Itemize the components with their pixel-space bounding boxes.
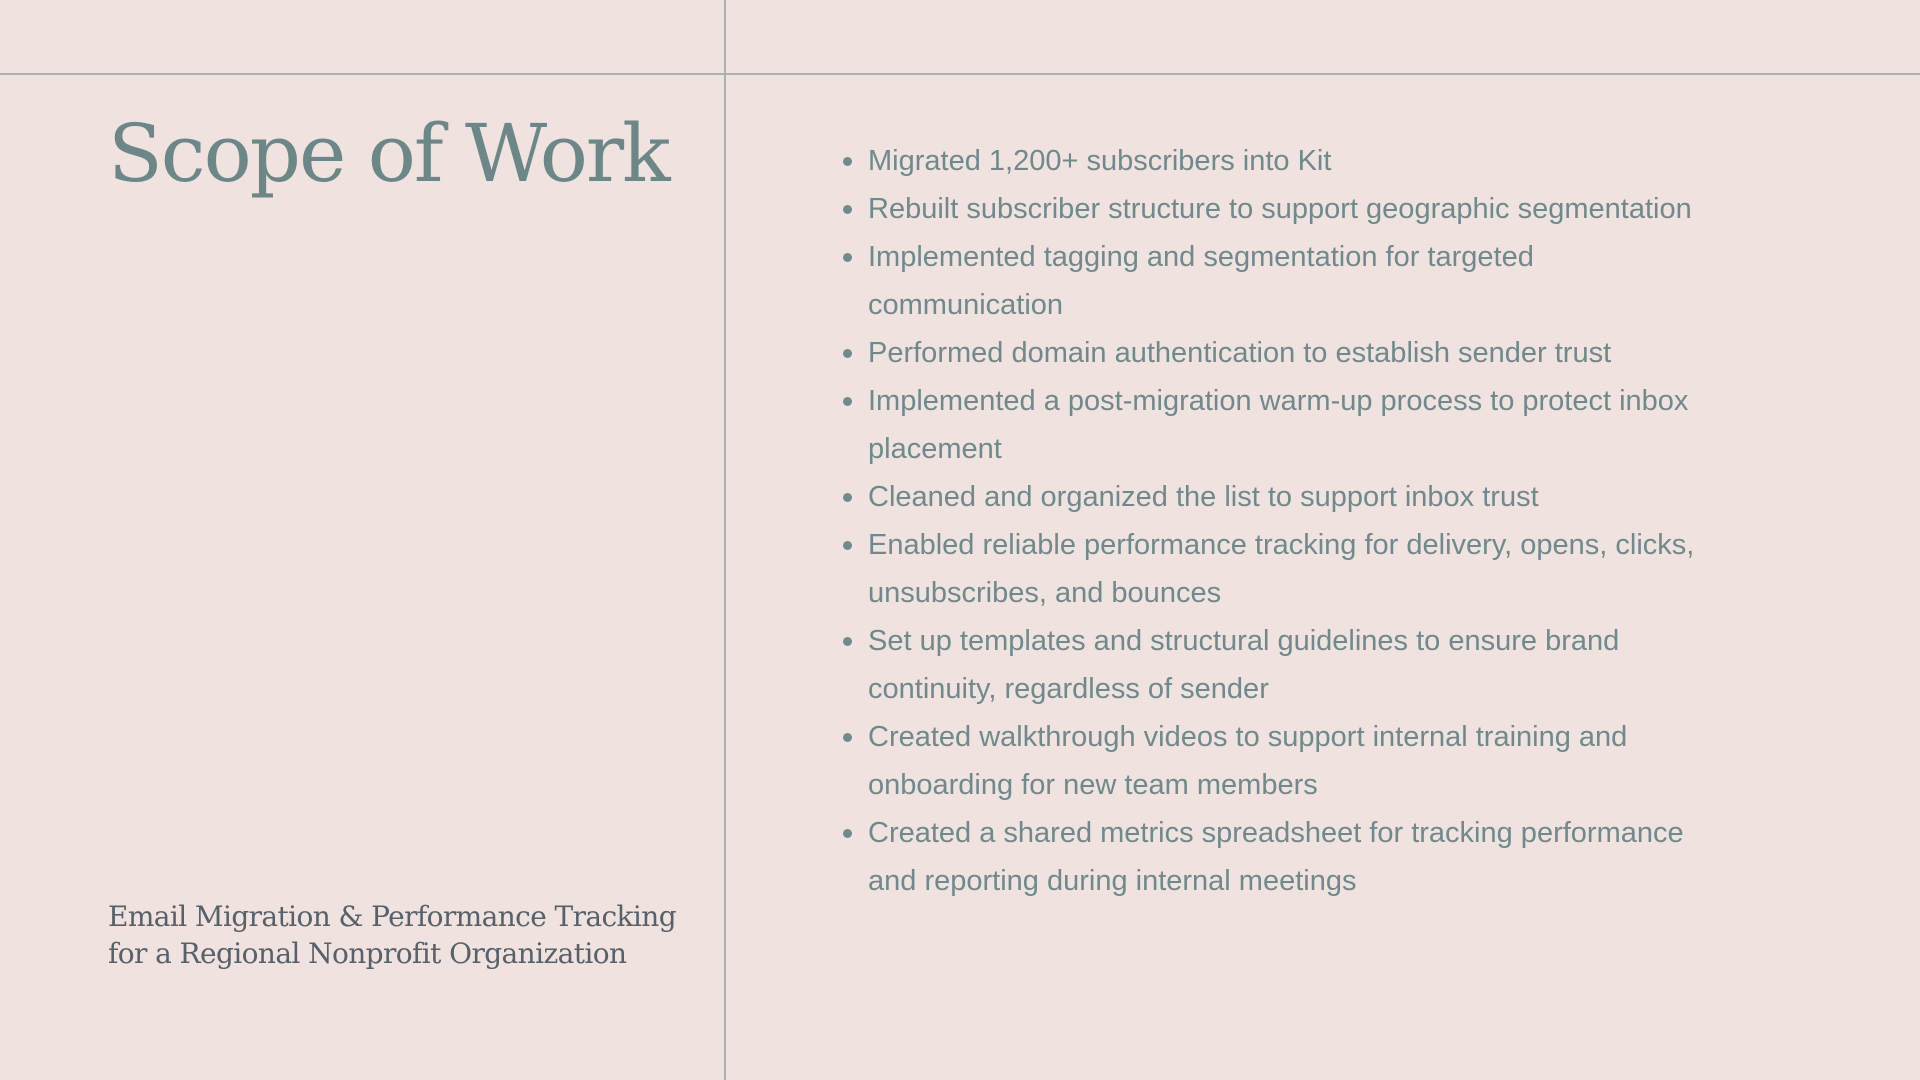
bullet-item [868,377,1788,473]
bullet-line: Performed domain authentication to establish sender trust [868,337,1612,369]
subtitle-line: Email Migration & Performance Tracking [108,900,677,933]
bullet-line: unsubscribes, and bounces [868,577,1222,609]
bullet-line: Created walkthrough videos to support internal training and [868,721,1628,753]
bullet-line: Cleaned and organized the list to support inbox trust [868,481,1539,513]
bullet-item [868,473,1788,521]
bullet-item [868,329,1788,377]
bullet-item [868,521,1788,617]
slide-subtitle [108,898,708,972]
bullet-item [868,713,1788,809]
slide-title: Scope of Work [108,107,669,200]
bullet-line: onboarding for new team members [868,769,1318,801]
horizontal-divider [0,73,1920,75]
bullet-item [868,617,1788,713]
bullet-line: Implemented a post-migration warm-up process to protect inbox [868,385,1689,417]
bullet-line: and reporting during internal meetings [868,865,1357,897]
bullet-line: Enabled reliable performance tracking for delivery, opens, clicks, [868,529,1695,561]
bullet-item [868,185,1788,233]
bullet-item [868,137,1788,185]
bullet-line: placement [868,433,1002,465]
bullet-line: Created a shared metrics spreadsheet for tracking performance [868,817,1684,849]
bullet-line: continuity, regardless of sender [868,673,1269,705]
vertical-divider [724,0,726,1080]
bullet-line: Implemented tagging and segmentation for targeted [868,241,1534,273]
subtitle-line: for a Regional Nonprofit Organization [108,937,627,970]
bullet-item [868,809,1788,905]
bullet-line: communication [868,289,1064,321]
bullet-item [868,233,1788,329]
bullet-line: Rebuilt subscriber structure to support geographic segmentation [868,193,1692,225]
bullet-line: Set up templates and structural guidelines to ensure brand [868,625,1620,657]
scope-bullet-list [868,137,1788,905]
bullet-line: Migrated 1,200+ subscribers into Kit [868,145,1332,177]
